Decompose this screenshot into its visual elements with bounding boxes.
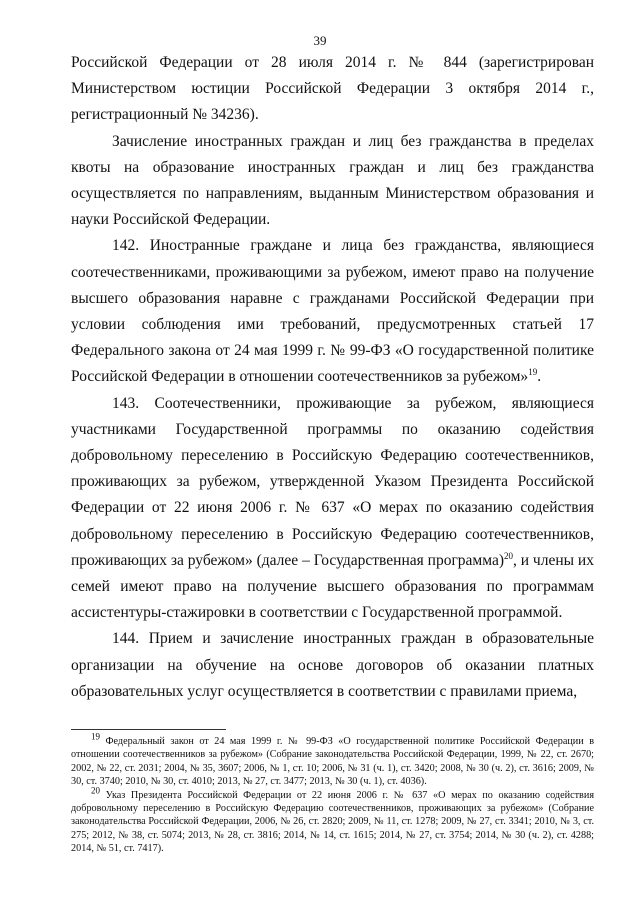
paragraph-144: 144. Прием и зачисление иностранных граждан в образовательные организации на обучение на основе договоров об оказании платных образовательных услуг осуществляется в соответствии с правилами приема, bbox=[71, 630, 594, 700]
footnote-number: 19 bbox=[91, 731, 100, 742]
footnote-ref-20[interactable]: 20 bbox=[503, 550, 513, 561]
paragraph-enrollment-quota: Зачисление иностранных граждан и лиц без гражданства в пределах квоты на образование иностранных граждан и лиц без гражданства осуществляется по направлениям, выданным Министерством образования и науки Российской Федерации. bbox=[71, 132, 594, 229]
footnote-ref-19[interactable]: 19 bbox=[528, 367, 538, 378]
paragraph-142: 142. Иностранные граждане и лица без гражданства, являющиеся соотечественниками, проживающими за рубежом, имеют право на получение высшего образования наравне с гражданами Российской Федерации при условии соблюдения ими требований, предусмотренных статьей 17 Федерального закона от 24 мая 1999 г. № 99-ФЗ «О государственной политике Российской Федерации в отношении соотечественников за рубежом»$^{19}$. bbox=[71, 237, 594, 386]
footnote-20: $^{20}$ Указ Президента Российской Федерации от 22 июня 2006 г. № 637 «О мерах по оказанию содействия добровольному переселению в Российскую Федерацию соотечественников, проживающих за рубежом» (Собрание законодательства Российской Федерации, 2006, № 26, ст. 2820; 2009, № 11, ст. 1278; 2009, № 27, ст. 3341; 2010, № 3, ст. 275; 2012, № 38, ст. 5074; 2013, № 28, ст. 3816; 2014, № 14, ст. 1615; 2014, № 27, ст. 3754; 2014, № 30 (ч. 2), ст. 4288; 2014, № 51, ст. 7417). bbox=[71, 785, 595, 855]
footnote-divider bbox=[71, 729, 226, 730]
footnotes bbox=[71, 731, 595, 856]
paragraph-continuation: Российской Федерации от 28 июля 2014 г. № 844 (зарегистрирован Министерством юстиции Российской Федерации 3 октября 2014 г., регистрационный № 34236). bbox=[71, 54, 594, 124]
footnote-19: $^{19}$ Федеральный закон от 24 мая 1999 г. № 99-ФЗ «О государственной политике Российской Федерации в отношении соотечественников за рубежом» (Собрание законодательства Российской Федерации, 1999, № 22, ст. 2670; 2002, № 22, ст. 2031; 2004, № 35, 3607; 2006, № 1, ст. 10; 2006, № 31 (ч. 1), ст. 3420; 2008, № 30 (ч. 2), ст. 3616; 2009, № 30, ст. 3740; 2010, № 30, ст. 4010; 2013, № 27, ст. 3477; 2013, № 30 (ч. 1), ст. 4036). bbox=[71, 731, 595, 788]
paragraph-143: 143. Соотечественники, проживающие за рубежом, являющиеся участниками Государственной программы по оказанию содействия добровольному переселению в Российскую Федерацию соотечественников, проживающих за рубежом, утвержденной Указом Президента Российской Федерации от 22 июня 2006 г. № 637 «О мерах по оказанию содействия добровольному переселению в Российскую Федерацию соотечественников, проживающих за рубежом» (далее – Государственная программа)$^{20}$, и члены их семей имеют право на получение высшего образования по программам ассистентуры-стажировки в соответствии с Государственной программой. bbox=[71, 394, 594, 622]
page-number: 39 bbox=[313, 33, 327, 48]
footnote-number: 20 bbox=[91, 785, 100, 796]
body-text bbox=[71, 50, 594, 705]
